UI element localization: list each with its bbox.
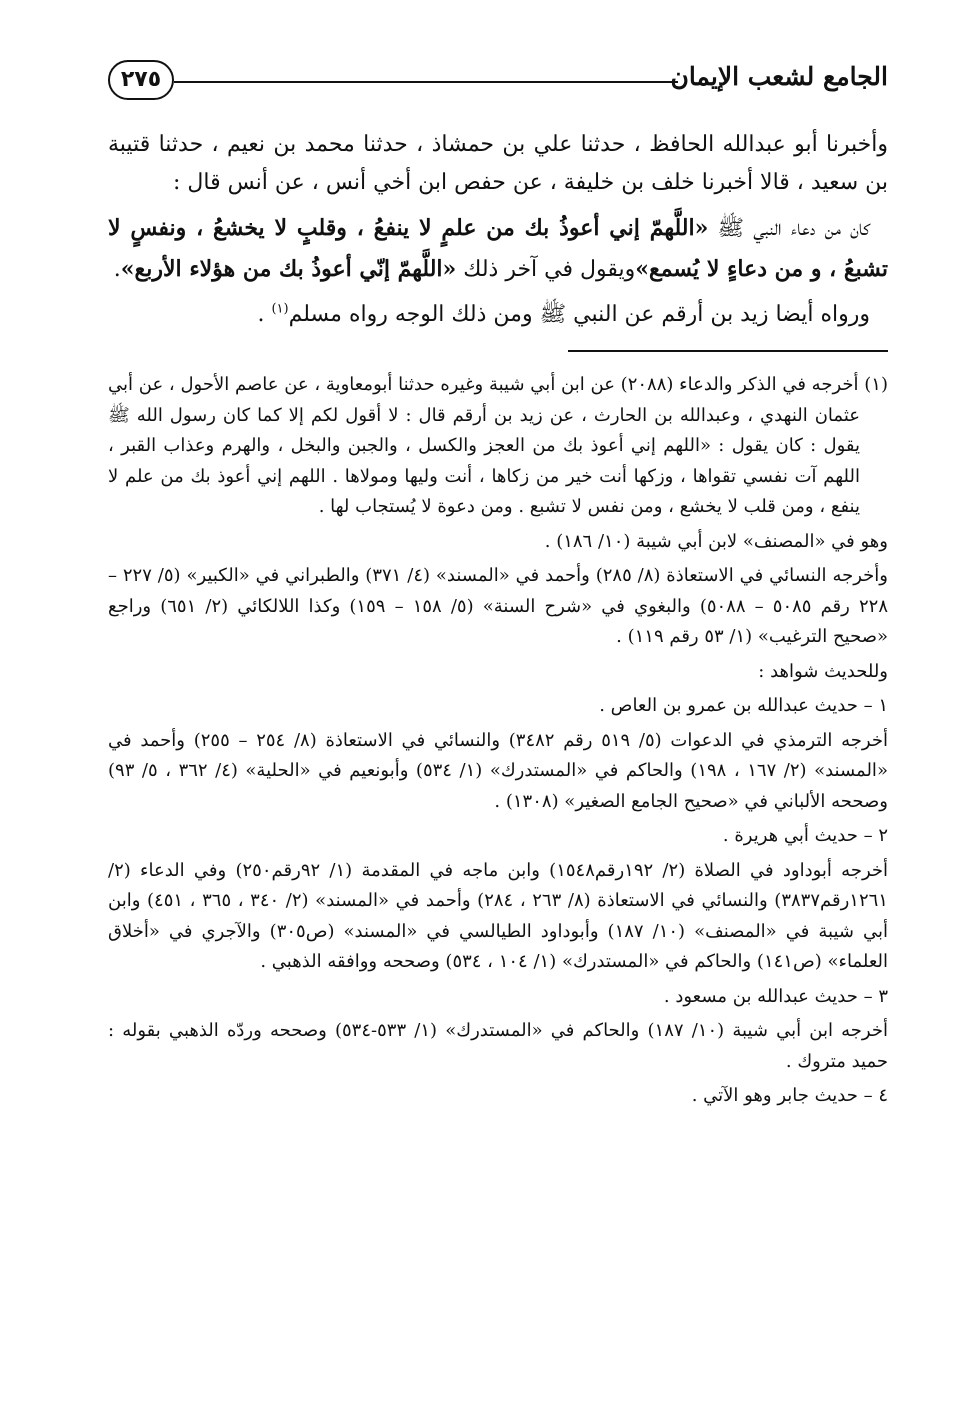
footnote-line: أخرجه أبوداود في الصلاة (٢/ ١٩٢رقم١٥٤٨) وابن ماجه في المقدمة (١/ ٩٢رقم٢٥٠) وفي الدعاء (٢/ ١٢٦١رقم٣٨٣٧) والنسائي في الاستعاذة (٨/ ٢٦٣ ، ٢٨٤) وأحمد في «المسند» (٢/ ٣٤٠ ، ٣٦٥ ، ٤٥١) وابن أبي شيبة في «المصنف» (١٠/ ١٨٧) وأبوداود الطيالسي في «المسند» (ص٣٠٥) والآجري في «أخلاق العلماء» (ص١٤١) والحاكم في «المستدرك» (١/ ١٠٤ ، ٥٣٤) وصححه ووافقه الذهبي . [108,859,889,972]
footnote-line: أخرجه ابن أبي شيبة (١٠/ ١٨٧) والحاكم في «المستدرك» (١/ ٥٣٣-٥٣٤) وصححه وردّه الذهبي بقوله : حميد متروك . [108,1020,888,1072]
riwaya-end: . [257,302,265,327]
hadith-close: . [113,257,121,282]
hadith-mid: ويقول في آخر ذلك [463,257,636,282]
footnote-line: ٣ – حديث عبدالله بن مسعود . [663,985,888,1007]
header-rule [174,81,678,83]
page-number: ٢٧٥ [108,60,174,100]
book-title: الجامع لشعب الإيمان [670,62,888,91]
footnote-line: ٢ – حديث أبي هريرة . [722,825,888,846]
hadith-end: «اللَّهمّ إنّي أعوذُ بك من هؤلاء الأربع» [120,256,457,282]
footnote-line: ٤ – حديث جابر وهو الآتي . [691,1085,888,1106]
hadith-intro: كان من دعاء النبي ﷺ [717,216,870,241]
footnotes [108,370,888,1112]
main-text [108,126,888,334]
isnad-paragraph: وأخبرنا أبو عبدالله الحافظ ، حدثنا علي بن حمشاذ ، حدثنا محمد بن نعيم ، حدثنا قتيبة بن سعيد ، قالا أخبرنا خلف بن خليفة ، عن حفص ابن أخي أنس ، عن أنس قال : [108,132,888,195]
riwaya-text: ورواه أيضا زيد بن أرقم عن النبي ﷺ ومن ذلك الوجه رواه مسلم [288,302,870,327]
running-header [108,48,888,112]
footnote-separator [568,350,888,352]
footnote-ref: (١) [271,301,289,317]
footnote-line: وللحديث شواهد : [758,660,888,682]
footnote-1: (١) أخرجه في الذكر والدعاء (٢٠٨٨) عن ابن أبي شيبة وغيره حدثنا أبومعاوية ، عن عاصم الأحول ، عن أبي عثمان النهدي ، وعبدالله بن الحارث ، عن زيد بن أرقم قال : لا أقول لكم إلا كما كان رسول الله ﷺ يقول : كان يقول : «اللهم إني أعوذ بك من العجز والكسل ، والجبن والبخل ، والهرم وعذاب القبر ، اللهم آت نفسي تقواها ، وزكها أنت خير من زكاها ، أنت وليها ومولاها . اللهم إني أعوذ بك من علم لا ينفع ، ومن قلب لا يخشع ، ومن نفس لا تشبع . ومن دعوة لا يُستجاب لها . [108,374,888,517]
footnote-line: أخرجه الترمذي في الدعوات (٥/ ٥١٩ رقم ٣٤٨٢) والنسائي في الاستعاذة (٨/ ٢٥٤ – ٢٥٥) وأحمد في «المسند» (٢/ ١٦٧ ، ١٩٨) والحاكم في «المستدرك» (١/ ٥٣٤) وأبونعيم في «الحلية» (٤/ ٣٦٢ ، ٥/ ٩٣) وصححه الألباني في «صحيح الجامع الصغير» (١٣٠٨) . [108,729,888,812]
book-page [108,48,888,1116]
hadith-paragraph [108,208,888,290]
hadith-dua: «اللَّهمّ إني أعوذُ بك من علمٍ لا ينفعُ ، وقلبٍ لا يخشعُ ، ونفسٍ لا تشبعُ ، و من دعاءٍ لا يُسمع» [108,215,888,282]
footnote-line: وأخرجه النسائي في الاستعاذة (٨/ ٢٨٥) وأحمد في «المسند» (٤/ ٣٧١) والطبراني في «الكبير» (٥/ ٢٢٧ – ٢٢٨ رقم ٥٠٨٥ – ٥٠٨٨) والبغوي في «شرح السنة» (٥/ ١٥٨ – ١٥٩) وكذا اللالكائي (٢/ ٦٥١) وراجع «صحيح الترغيب» (١/ ٥٣ رقم ١١٩) . [108,565,888,647]
footnote-line: وهو في «المصنف» لابن أبي شيبة (١٠/ ١٨٦) . [544,530,888,552]
riwaya-paragraph [108,296,888,334]
footnote-line: ١ – حديث عبدالله بن عمرو بن العاص . [599,695,888,716]
